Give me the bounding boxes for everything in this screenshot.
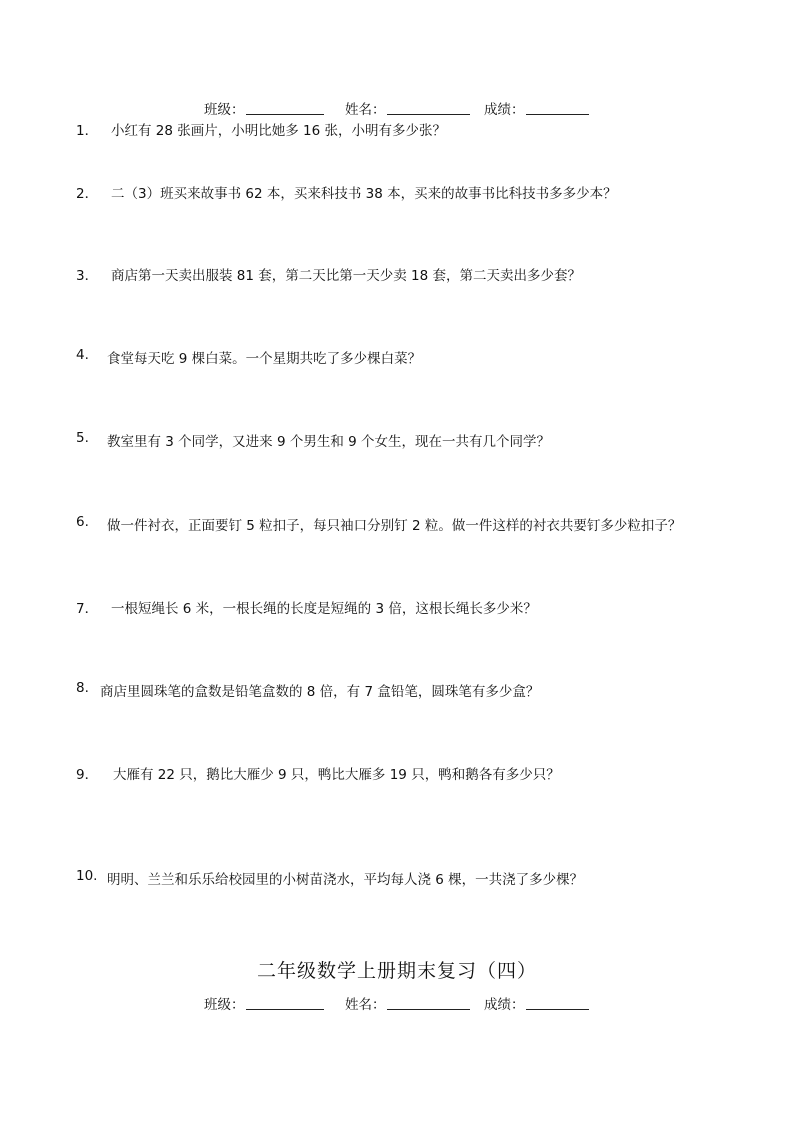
question-item [0,868,794,890]
question-number: 3． [76,268,99,284]
class-label: 班级： [204,997,245,1013]
question-number: 8. [76,680,89,696]
question-item [0,347,794,369]
name-label: 姓名： [345,102,386,118]
question-text: 大雁有 22 只，鹅比大雁少 9 只，鸭比大雁多 19 只，鸭和鹅各有多少只？ [113,767,560,783]
class-blank-line [246,1009,324,1010]
score-field[interactable] [484,993,525,1013]
question-item [0,680,794,702]
question-item [0,119,794,141]
question-text: 二（3）班买来故事书 62 本，买来科技书 38 本，买来的故事书比科技书多多少本？ [111,186,617,202]
name-blank-line [387,114,470,115]
next-section-title: 二年级数学上册期末复习（四） [256,960,537,982]
header-info-row-bottom [0,993,794,1015]
question-item [0,430,794,452]
name-field[interactable] [345,993,386,1013]
class-field[interactable] [204,993,245,1013]
question-item [0,264,794,286]
question-text: 商店第一天卖出服装 81 套，第二天比第一天少卖 18 套，第二天卖出多少套？ [111,268,582,284]
class-field[interactable] [204,98,245,118]
question-number: 7． [76,601,99,617]
question-item [0,763,794,785]
question-number: 10. [76,868,98,884]
question-text: 小红有 28 张画片，小明比她多 16 张，小明有多少张？ [111,123,447,139]
question-number: 4. [76,347,89,363]
header-info-row [0,98,794,120]
name-blank-line [387,1009,470,1010]
question-text: 一根短绳长 6 米，一根长绳的长度是短绳的 3 倍，这根长绳长多少米？ [111,601,537,617]
class-blank-line [246,114,324,115]
question-text: 明明、兰兰和乐乐给校园里的小树苗浇水，平均每人浇 6 棵，一共浇了多少棵？ [107,872,584,888]
name-label: 姓名： [345,997,386,1013]
question-text: 教室里有 3 个同学，又进来 9 个男生和 9 个女生，现在一共有几个同学？ [107,434,551,450]
question-item [0,182,794,204]
question-text: 商店里圆珠笔的盒数是铅笔盒数的 8 倍，有 7 盒铅笔，圆珠笔有多少盒？ [100,684,540,700]
question-number: 6. [76,514,89,530]
score-field[interactable] [484,98,525,118]
score-label: 成绩： [484,102,525,118]
score-label: 成绩： [484,997,525,1013]
question-text: 做一件衬衣，正面要钉 5 粒扣子，每只袖口分别钉 2 粒。做一件这样的衬衣共要钉多少粒扣子？ [107,518,682,534]
score-blank-line [526,114,589,115]
question-number: 2． [76,186,99,202]
score-blank-line [526,1009,589,1010]
question-number: 9． [76,767,99,783]
question-item [0,514,794,536]
question-number: 1． [76,123,99,139]
class-label: 班级： [204,102,245,118]
question-number: 5. [76,430,89,446]
name-field[interactable] [345,98,386,118]
question-text: 食堂每天吃 9 棵白菜。一个星期共吃了多少棵白菜？ [107,351,422,367]
question-item [0,597,794,619]
